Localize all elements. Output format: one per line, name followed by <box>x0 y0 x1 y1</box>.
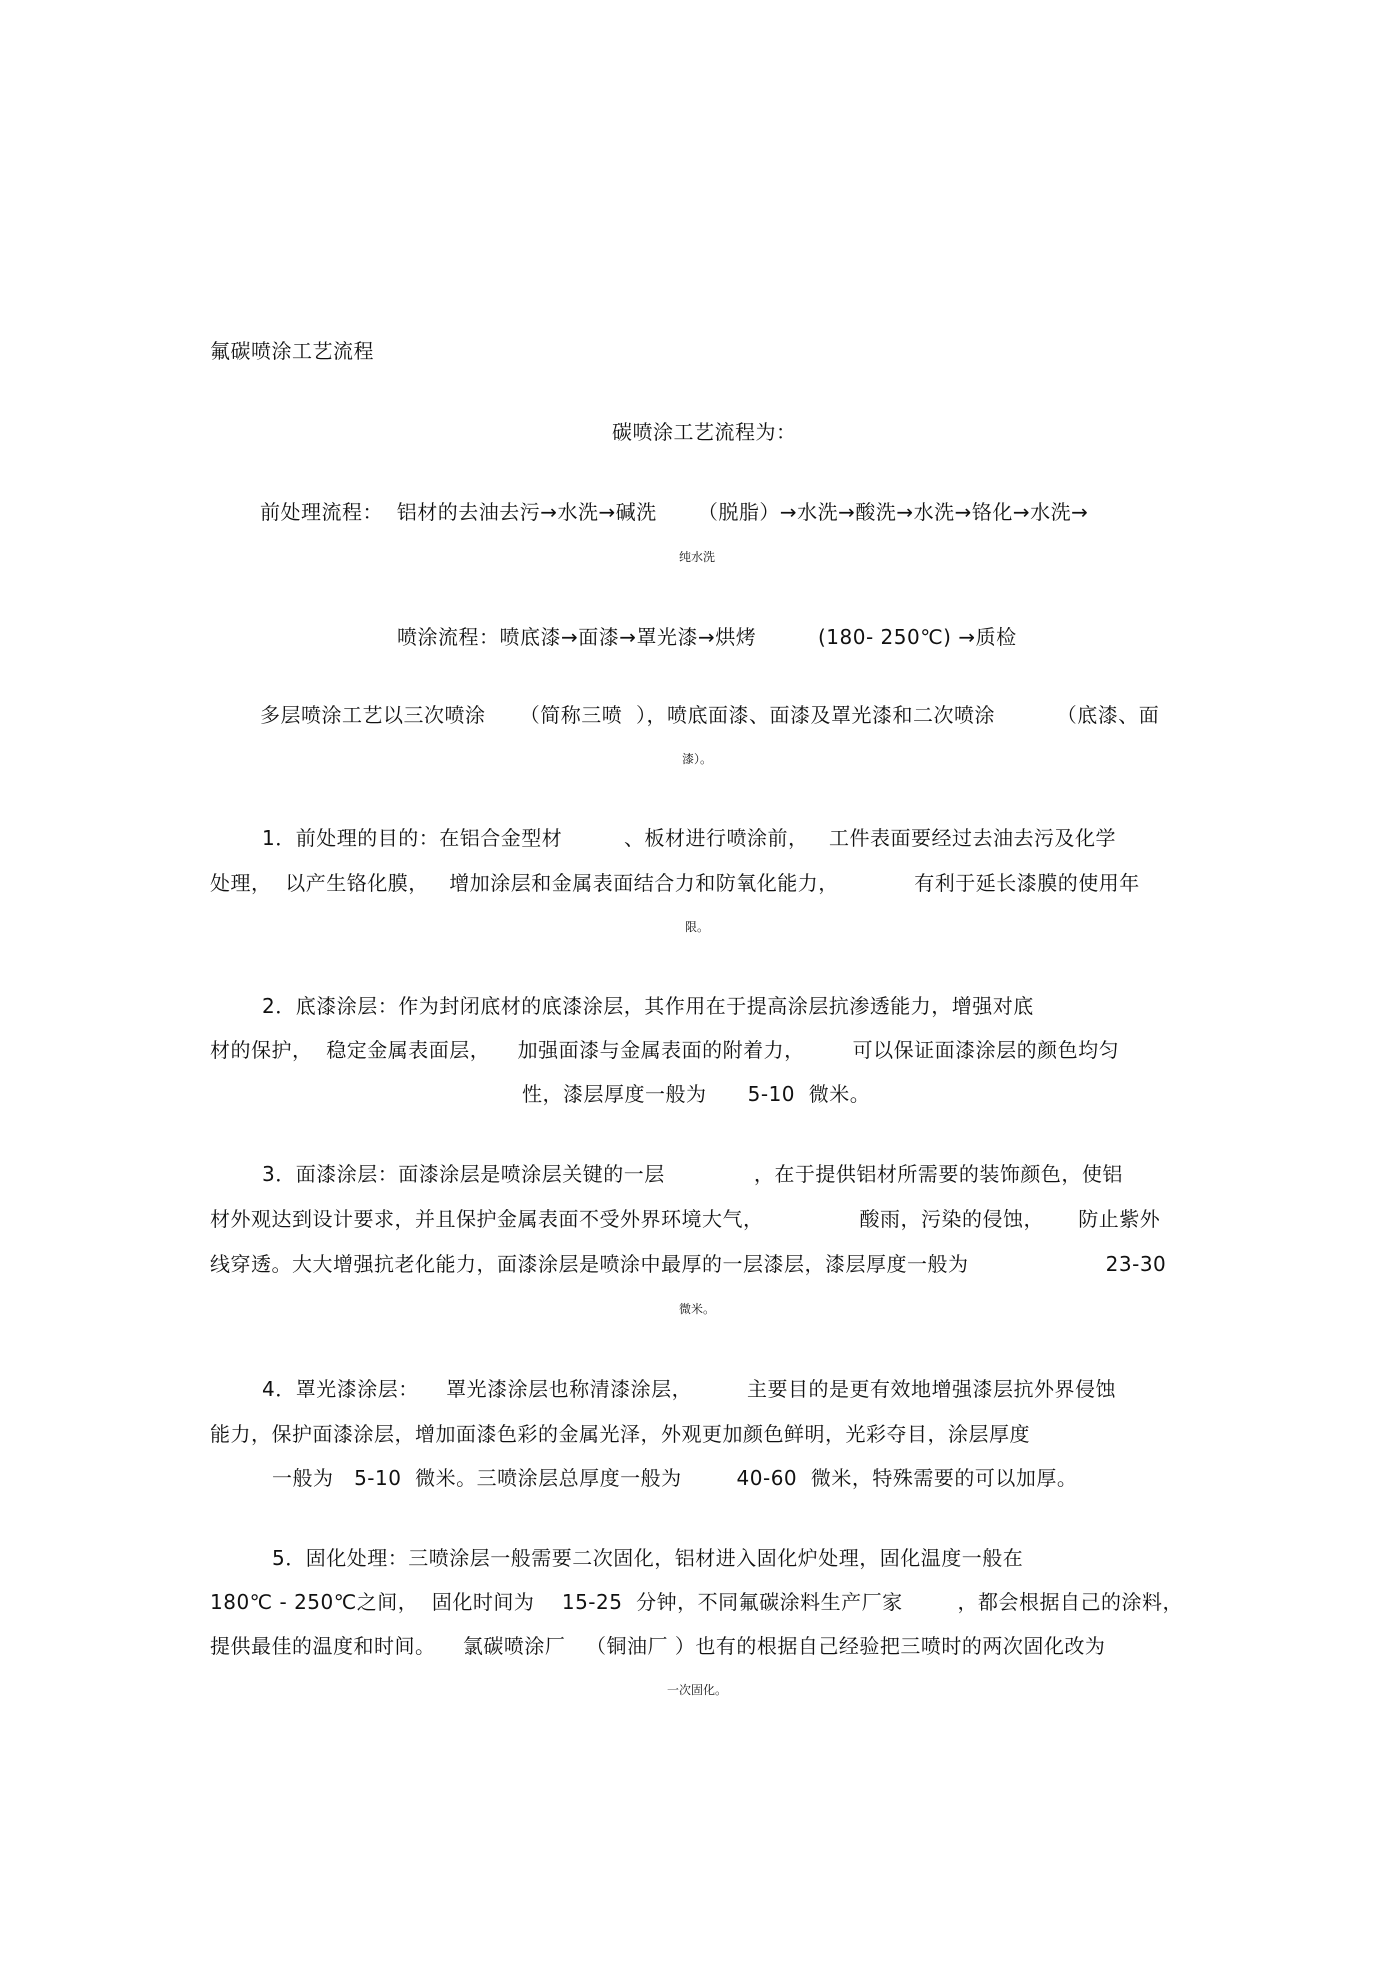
item5-line-1: 5．固化处理：三喷涂层一般需要二次固化，铝材进入固化炉处理，固化温度一般在 <box>272 1546 1024 1570</box>
item2-line-2: 材的保护， 稳定金属表面层， 加强面漆与金属表面的附着力， 可以保证面漆涂层的颜色均匀 <box>210 1038 1120 1062</box>
item1-line-1: 1．前处理的目的：在铝合金型材 、板材进行喷涂前， 工件表面要经过去油去污及化学 <box>262 826 1117 850</box>
item5-line-2: 180℃ - 250℃之间， 固化时间为 15-25 分钟，不同氟碳涂料生产厂家 ，都会根据自己的涂料， <box>210 1590 1184 1614</box>
multilayer-line-1: 多层喷涂工艺以三次喷涂 （简称三喷 ），喷底面漆、面漆及罩光漆和二次喷涂 （底漆、面 <box>260 703 1160 727</box>
spraying-line-1: 喷涂流程：喷底漆→面漆→罩光漆→烘烤 (180- 250℃) →质检 <box>397 625 1017 649</box>
pretreatment-line-2: 纯水洗 <box>678 550 715 564</box>
document-title: 氟碳喷涂工艺流程 <box>210 339 374 363</box>
item4-line-1: 4．罩光漆涂层： 罩光漆涂层也称清漆涂层， 主要目的是更有效地增强漆层抗外界侵蚀 <box>262 1377 1117 1401</box>
item3-line-3: 线穿透。大大增强抗老化能力，面漆涂层是喷涂中最厚的一层漆层，漆层厚度一般为 23-30 <box>210 1252 1167 1276</box>
item2-line-3: 性，漆层厚度一般为 5-10 微米。 <box>522 1082 871 1106</box>
item2-line-1: 2．底漆涂层：作为封闭底材的底漆涂层，其作用在于提高涂层抗渗透能力，增强对底 <box>262 994 1034 1018</box>
item3-line-2: 材外观达到设计要求，并且保护金属表面不受外界环境大气， 酸雨，污染的侵蚀， 防止紫外 <box>210 1207 1161 1231</box>
subtitle: 碳喷涂工艺流程为： <box>612 420 797 444</box>
item3-line-1: 3．面漆涂层：面漆涂层是喷涂层关键的一层 ，在于提供铝材所需要的装饰颜色，使铝 <box>262 1162 1123 1186</box>
item4-line-2: 能力，保护面漆涂层，增加面漆色彩的金属光泽，外观更加颜色鲜明，光彩夺目，涂层厚度 <box>210 1422 1030 1446</box>
item4-line-3: 一般为 5-10 微米。三喷涂层总厚度一般为 40-60 微米，特殊需要的可以加厚。 <box>272 1466 1078 1490</box>
pretreatment-line-1: 前处理流程： 铝材的去油去污→水洗→碱洗 （脱脂）→水洗→酸洗→水洗→铬化→水洗→ <box>260 500 1089 524</box>
item5-line-3: 提供最佳的温度和时间。 氯碳喷涂厂 （铜油厂 ）也有的根据自己经验把三喷时的两次固化改为 <box>210 1634 1106 1658</box>
item5-line-4: 一次固化。 <box>666 1683 727 1697</box>
multilayer-line-2: 漆）。 <box>681 752 712 766</box>
item1-line-2: 处理， 以产生铬化膜， 增加涂层和金属表面结合力和防氧化能力， 有利于延长漆膜的使用年 <box>210 871 1140 895</box>
item3-line-4: 微米。 <box>678 1302 715 1316</box>
item1-line-3: 限。 <box>684 920 709 934</box>
